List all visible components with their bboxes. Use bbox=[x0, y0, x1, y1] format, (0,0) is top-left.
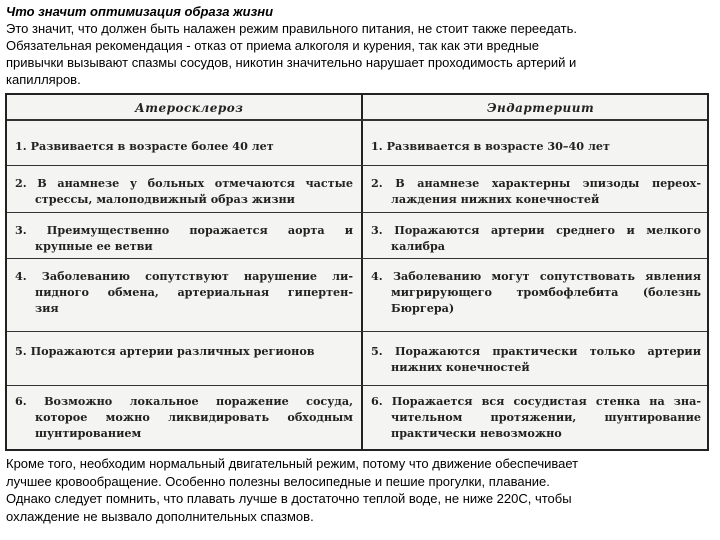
intro-paragraph bbox=[6, 20, 716, 88]
table-rule bbox=[7, 331, 707, 332]
intro-line: Обязательная рекомендация - отказ от приема алкоголя и курения, так как эти вредные bbox=[6, 38, 539, 53]
cell-line: крупные ее ветви bbox=[35, 239, 153, 253]
cell-line: чительном протяжении, шунтирование bbox=[391, 410, 701, 424]
cell-right-2 bbox=[371, 175, 701, 207]
cell-line: 5. Поражаются артерии различных регионов bbox=[15, 344, 315, 358]
cell-line: 6. Возможно локальное поражение сосуда, bbox=[15, 394, 353, 408]
header-atherosclerosis: Атеросклероз bbox=[135, 101, 244, 115]
cell-line: мигрирующего тромбофлебита (болезнь bbox=[391, 285, 701, 299]
table-rule bbox=[7, 258, 707, 259]
outro-line: охлаждение не вызвало дополнительных спазмов. bbox=[6, 508, 314, 524]
cell-right-6 bbox=[371, 393, 701, 441]
cell-line: 3. Преимущественно поражается аорта и bbox=[15, 223, 353, 237]
cell-left-4 bbox=[15, 268, 353, 316]
cell-line: 5. Поражаются практически только артерии bbox=[371, 344, 701, 358]
cell-right-4 bbox=[371, 268, 701, 316]
cell-line: 4. Заболеванию могут сопутствовать явления bbox=[371, 269, 701, 283]
cell-line: которое можно ликвидировать обходным bbox=[35, 410, 353, 424]
cell-line: 3. Поражаются артерии среднего и мелкого bbox=[371, 223, 701, 237]
cell-line: зия bbox=[35, 301, 59, 315]
cell-line: 6. Поражается вся сосудистая стенка на зна- bbox=[371, 394, 701, 408]
cell-line: практически невозможно bbox=[391, 426, 562, 440]
column-divider bbox=[361, 95, 363, 449]
cell-right-1 bbox=[371, 138, 701, 154]
cell-left-3 bbox=[15, 222, 353, 254]
cell-line: 1. Развивается в возрасте 30–40 лет bbox=[371, 139, 610, 153]
cell-line: 2. В анамнезе у больных отмечаются частые bbox=[15, 176, 353, 190]
intro-line: привычки вызывают спазмы сосудов, никотин значительно нарушает проходимость артерий и bbox=[6, 55, 577, 70]
cell-line: пидного обмена, артериальная гипертен- bbox=[35, 285, 353, 299]
table-rule bbox=[7, 119, 707, 121]
cell-left-5 bbox=[15, 343, 353, 359]
cell-line: шунтированием bbox=[35, 426, 142, 440]
outro-line: Однако следует помнить, что плавать лучше в достаточно теплой воде, не ниже 220С, чтобы bbox=[6, 491, 572, 506]
page-title: Что значит оптимизация образа жизни bbox=[6, 4, 274, 19]
header-endarteritis: Эндартериит bbox=[487, 101, 595, 115]
cell-left-1 bbox=[15, 138, 353, 154]
cell-line: нижних конечностей bbox=[391, 360, 530, 374]
intro-line: капилляров. bbox=[6, 72, 81, 87]
table-rule bbox=[7, 385, 707, 386]
cell-line: 4. Заболеванию сопутствуют нарушение ли- bbox=[15, 269, 353, 283]
comparison-table-image bbox=[5, 93, 709, 451]
outro-paragraph bbox=[6, 455, 716, 525]
cell-left-6 bbox=[15, 393, 353, 441]
cell-line: калибра bbox=[391, 239, 446, 253]
table-rule bbox=[7, 212, 707, 213]
cell-line: 2. В анамнезе характерны эпизоды переох- bbox=[371, 176, 701, 190]
cell-line: стрессы, малоподвижный образ жизни bbox=[35, 192, 295, 206]
cell-line: лаждения нижних конечностей bbox=[391, 192, 600, 206]
table-rule bbox=[7, 165, 707, 166]
cell-line: 1. Развивается в возрасте более 40 лет bbox=[15, 139, 274, 153]
cell-right-3 bbox=[371, 222, 701, 254]
intro-line: Это значит, что должен быть налажен режим правильного питания, не стоит также переедать. bbox=[6, 21, 577, 36]
cell-line: Бюргера) bbox=[391, 301, 455, 315]
outro-line: лучшее кровообращение. Особенно полезны велосипедные и пешие прогулки, плавание. bbox=[6, 473, 550, 489]
cell-left-2 bbox=[15, 175, 353, 207]
cell-right-5 bbox=[371, 343, 701, 375]
outro-line: Кроме того, необходим нормальный двигательный режим, потому что движение обеспечивает bbox=[6, 456, 579, 471]
